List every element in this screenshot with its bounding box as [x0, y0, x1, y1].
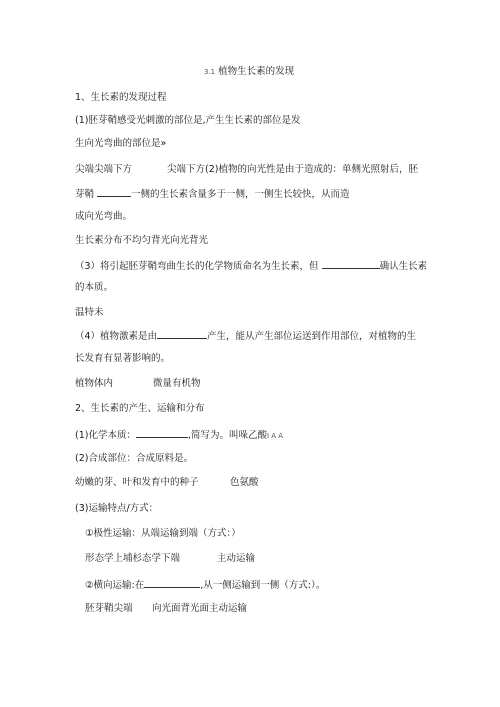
question-1-line-2: 生向光弯曲的部位是» — [75, 138, 167, 149]
question-3-line-1 — [75, 259, 427, 273]
answer-blank — [144, 578, 200, 588]
answer-3: 温特未 — [75, 307, 104, 318]
answer-5b: 色氨酸 — [230, 477, 259, 488]
q2-text-pre: 芽鞘 — [75, 189, 95, 200]
question-2-line-1: 尖端下方(2)植物的向光性是由于造成的：单侧光照射后，胚 — [167, 164, 418, 175]
answer-4b: 微量有机物 — [153, 378, 201, 389]
page-title — [204, 66, 294, 78]
q4-text-post: 产生，能从产生部位运送到作用部位，对植物的生 — [207, 331, 417, 342]
answer-6a: 形态学上埔杉态学下端 — [85, 553, 181, 564]
sq3b-text-post: ,从一侧运输到一侧（方式:）。 — [200, 580, 326, 591]
answer-2: 生长素分布不均匀背光向光背光 — [75, 235, 209, 246]
sub-question-1 — [75, 428, 283, 442]
q3-text-pre: （3）将引起胚芽鞘弯曲生长的化学物质命名为生长素，但 — [75, 261, 319, 272]
question-4-line-2: 长发育有显著影响的。 — [75, 353, 171, 364]
question-1-line-1: (1)胚芽鞘感受光刺激的部位是,产生生长素的部位是发 — [75, 115, 301, 126]
answer-6b: 主动运输 — [217, 553, 256, 564]
sub-question-3: (3)运输特点/方式： — [75, 503, 159, 514]
sq1-text-post: ,简写为。叫哚乙酸 — [187, 430, 267, 441]
section-heading-2: 2、生长素的产生、运输和分布 — [75, 403, 205, 414]
sq3b-text-pre: ②横向运输:在 — [85, 580, 145, 591]
answer-7a: 胚芽鞘尖端 — [85, 603, 133, 614]
sq1-abbreviation: I A A — [267, 432, 284, 440]
answer-4a: 植物体内 — [75, 378, 114, 389]
sub-question-2: (2)合成部位：合成原料是。 — [75, 453, 193, 464]
answer-blank — [97, 187, 131, 197]
q3-text-post: 确认生长素 — [379, 261, 428, 272]
q2-text-post: 一侧的生长素含量多于一侧，一侧生长较快，从而造 — [131, 189, 350, 200]
title-number: 3.1 — [204, 68, 216, 76]
question-2-line-2 — [75, 187, 350, 201]
section-heading-1: 1、生长素的发现过程 — [75, 92, 167, 103]
sub-question-3a: ①极性运输：从端运输到端（方式：） — [85, 528, 241, 539]
question-2-line-3: 成向光弯曲。 — [75, 211, 133, 222]
answer-1: 尖端尖端下方 — [75, 164, 133, 175]
question-4-line-1 — [75, 329, 416, 343]
answer-blank — [322, 259, 380, 269]
answer-7b: 向光面背光面主动运输 — [152, 603, 248, 614]
sq1-text-pre: (1)化学本质： — [75, 430, 136, 441]
title-text: 植物生长素的发现 — [218, 66, 295, 77]
answer-5a: 幼嫩的芽、叶和发育中的种子 — [75, 477, 199, 488]
answer-blank — [157, 329, 207, 339]
answer-blank — [136, 428, 188, 438]
sub-question-3b — [85, 578, 325, 592]
question-3-line-2: 的本质。 — [75, 282, 114, 293]
q4-text-pre: （4）植物激素是由 — [75, 331, 158, 342]
